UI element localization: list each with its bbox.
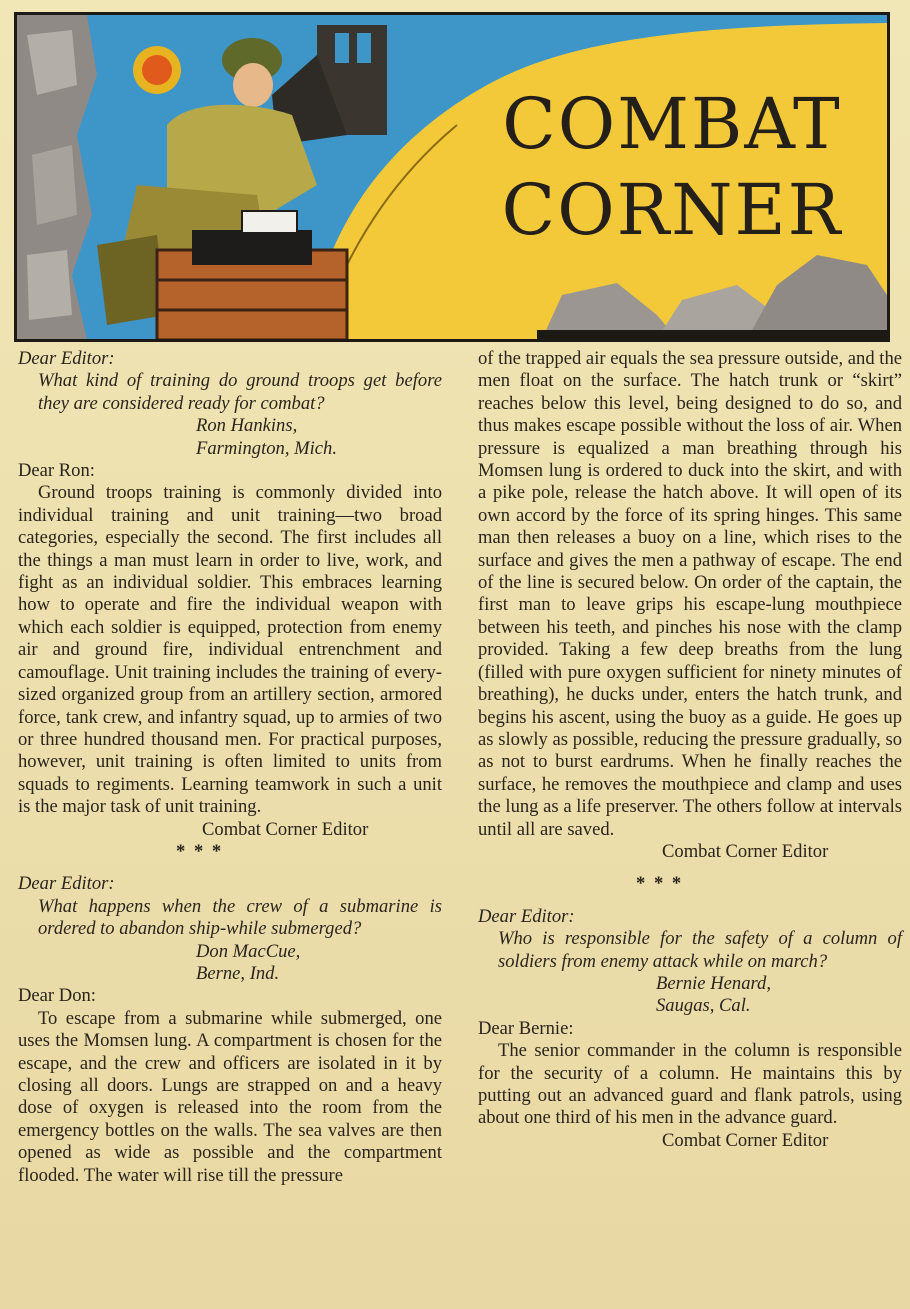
letter2-editor-signature: Combat Corner Editor: [662, 840, 829, 862]
letter3-reply: The senior commander in the column is responsible for the security of a column. He maintains this by putting out an advanced guard and flank patrols, using about one third of his men in the advance guard.: [478, 1040, 902, 1129]
letter1-signer-name: Ron Hankins,: [196, 415, 298, 437]
combat-corner-banner: [14, 12, 890, 342]
letter3-signer-name: Bernie Henard,: [656, 972, 771, 994]
letter2-reply-greeting: Dear Don:: [18, 985, 96, 1007]
letter1-editor-signature: Combat Corner Editor: [202, 818, 369, 840]
letter3-signer-place: Saugas, Cal.: [656, 995, 751, 1017]
letter3-question: Who is responsible for the safety of a column of soldiers from enemy attack while on march?: [498, 928, 902, 972]
right-column: [478, 348, 902, 1152]
section-separator-1: * * *: [176, 840, 224, 862]
letter3-editor-signature: Combat Corner Editor: [662, 1129, 829, 1151]
letter2-reply-part1: To escape from a submarine while submerged, one uses the Momsen lung. A compartment is chosen for the escape, and the crew and officers are isolated in it by closing all doors. Lungs are strapped on and a heavy dose of oxygen is released into the room from the emergency bottles on the walls. The sea valves are then opened as wide as possible and the compartment flooded. The water will rise till the pressure: [18, 1007, 442, 1186]
banner-title: [487, 81, 857, 253]
letter1-reply-greeting: Dear Ron:: [18, 460, 95, 482]
letter3-reply-greeting: Dear Bernie:: [478, 1017, 574, 1039]
section-separator-2: * * *: [636, 873, 684, 895]
banner-title-line1: COMBAT: [502, 83, 842, 165]
letter2-reply-part2: of the trapped air equals the sea pressure outside, and the men float on the surface. The hatch trunk or “skirt” reaches below this level, being designed to do so, and thus makes escape possible without the loss of air. When pressure is equalized a man breathing through his Momsen lung is ordered to duck into the skirt, and with a pike pole, release the hatch above. It will open of its own accord by the force of its spring hinges. This same man then releases a buoy on a line, which rises to the surface and gives the men a pathway of escape. The end of the line is secured below. On order of the captain, the first man to leave grips his escape-lung mouthpiece between his teeth, and pinches his nose with the clamp provided. Taking a few deep breaths from the lung (filled with pure oxygen sufficient for ninety minutes of breathing), he ducks under, enters the hatch trunk, and begins his ascent, using the buoy as a guide. He goes up as slowly as possible, reducing the pressure gradually, so as not to burst eardrums. When he finally reaches the surface, he removes the mouthpiece and clamp and uses the lung as a life preserver. The others follow at intervals until all are saved.: [478, 348, 902, 840]
letter1-signer-place: Farmington, Mich.: [196, 437, 337, 459]
left-column: [18, 348, 442, 1187]
letter3-salutation: Dear Editor:: [478, 905, 575, 927]
letter1-salutation: Dear Editor:: [18, 348, 115, 369]
letter2-signer-name: Don MacCue,: [196, 940, 301, 962]
letter2-salutation: Dear Editor:: [18, 873, 115, 895]
letter1-question: What kind of training do ground troops get before they are considered ready for combat?: [38, 370, 442, 414]
letter2-signer-place: Berne, Ind.: [196, 962, 280, 984]
letter2-question: What happens when the crew of a submarine is ordered to abandon ship-while submerged?: [38, 895, 442, 940]
letter1-reply: Ground troops training is commonly divided into individual training and unit training—two broad categories, especially the second. The first includes all the things a man must learn in order to live, work, and fight as an individual soldier. This embraces learning how to operate and fire the individual weapon with which each soldier is equipped, protection from enemy air and ground fire, individual entrenchment and camouflage. Unit training includes the training of every-sized organized group from an artillery section, armored force, tank crew, and infantry squad, up to armies of two or three hundred thousand men. For practical purposes, however, unit training is often limited to units from squads to regiments. Learning teamwork in such a unit is the major task of unit training.: [18, 482, 442, 818]
banner-title-line2: CORNER: [501, 169, 843, 251]
